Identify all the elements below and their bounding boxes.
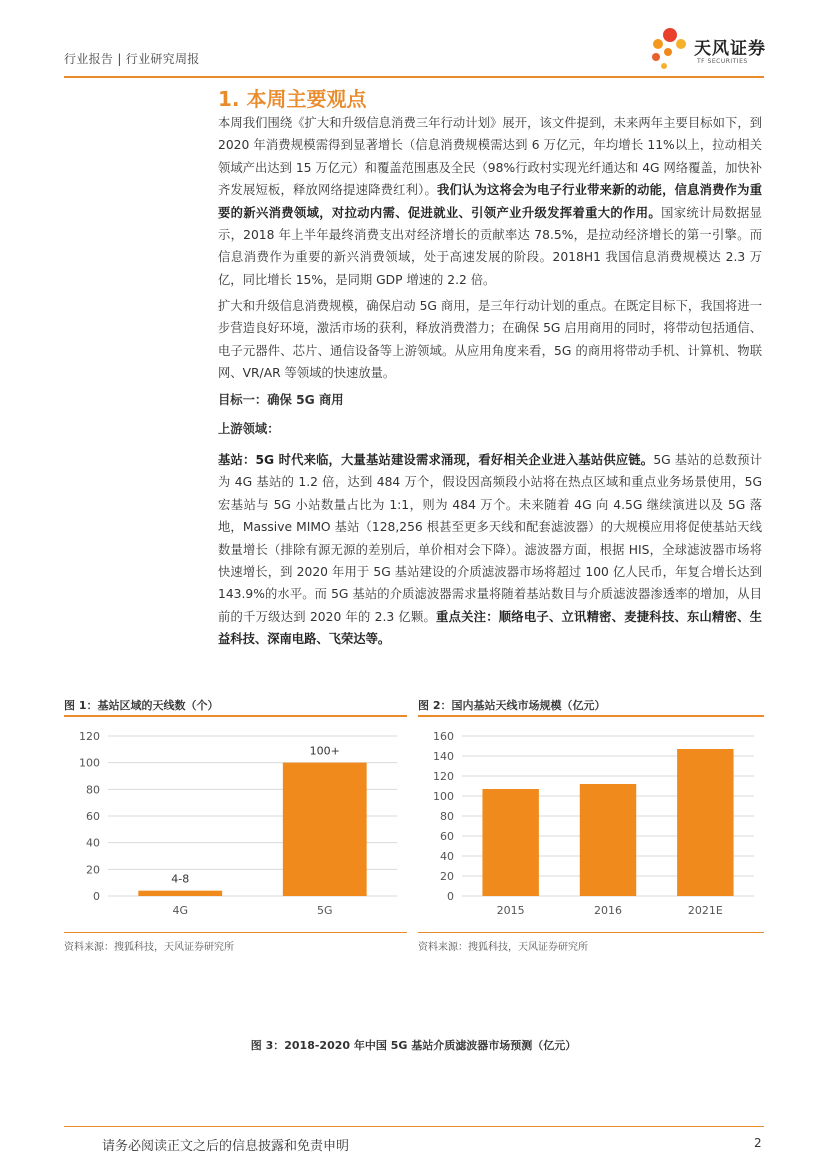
upstream-heading: 上游领域： xyxy=(218,422,280,436)
footer-disclaimer: 请务必阅读正文之后的信息披露和免责申明 xyxy=(102,1139,350,1154)
bar xyxy=(138,891,222,896)
y-tick-label: 20 xyxy=(86,863,100,877)
y-tick-label: 60 xyxy=(86,810,100,823)
footer-divider xyxy=(64,1126,764,1127)
figure1-source: 资料来源：搜狐科技，天风证券研究所 xyxy=(64,942,234,953)
paragraph-3-focus: 重点关注：顺络电子、立讯精密、麦捷科技、东山精密、生益科技、深南电路、飞荣达等。 xyxy=(218,609,762,647)
header-divider xyxy=(64,76,764,78)
y-tick-label: 100 xyxy=(433,790,454,803)
x-tick-label: 2015 xyxy=(496,904,525,917)
y-tick-label: 120 xyxy=(79,730,100,743)
paragraph-3 xyxy=(218,449,762,651)
paragraph-1-text-tail: 国家统计局数据显示，2018 年上半年最终消费支出对经济增长的贡献率达 78.5%，是拉动经济增长的第一引擎。而信息消费作为重要的新兴消费领域，处于高速发展的阶段。2018H1 我国信息消费规模达 2.3 万亿，同比增长 15%，是同期 GDP 增速的 2.2 倍。 xyxy=(218,205,762,287)
figure1-divider xyxy=(64,715,407,717)
bar xyxy=(482,789,538,896)
y-tick-label: 80 xyxy=(86,783,100,797)
brand-name-en: TF SECURITIES xyxy=(697,58,748,65)
y-tick-label: 40 xyxy=(86,836,100,850)
y-tick-label: 0 xyxy=(93,890,100,903)
bar xyxy=(677,749,733,896)
page-number: 2 xyxy=(754,1136,762,1150)
bar xyxy=(580,784,636,896)
y-tick-label: 80 xyxy=(440,810,454,823)
y-tick-label: 20 xyxy=(440,870,454,883)
figure1-title: 图 1：基站区域的天线数（个） xyxy=(64,699,219,712)
y-tick-label: 140 xyxy=(433,750,454,763)
bar xyxy=(283,763,367,896)
y-tick-label: 160 xyxy=(433,730,454,743)
x-tick-label: 5G xyxy=(316,904,333,917)
x-tick-label: 2016 xyxy=(594,904,622,917)
figure2-title: 图 2：国内基站天线市场规模（亿元） xyxy=(418,699,606,712)
paragraph-3-bold: 基站：5G 时代来临，大量基站建设需求涌现，看好相关企业进入基站供应链。 xyxy=(218,453,654,467)
paragraph-1-bold: 我们认为这将会为电子行业带来新的动能，信息消费作为重要的新兴消费领域，对拉动内需、促进就业、引领产业升级发挥着重大的作用。 xyxy=(218,183,762,220)
paragraph-2: 扩大和升级信息消费规模，确保启动 5G 商用，是三年行动计划的重点。在既定目标下，我国将进一步营造良好环境，激活市场的获利，释放消费潜力；在确保 5G 启用商用的同时，将带动包括通信、电子元器件、芯片、通信设备等上游领域。从应用角度来看，5G 的商用将带动手机、计算机、物联网、VR/AR 等领域的快速放量。 xyxy=(218,299,762,381)
x-tick-label: 4G xyxy=(172,904,189,917)
y-tick-label: 0 xyxy=(447,890,454,903)
figure2-bottom-divider xyxy=(418,932,764,933)
data-label: 4-8 xyxy=(171,872,190,886)
y-tick-label: 60 xyxy=(440,830,454,843)
data-label: 100+ xyxy=(309,744,340,758)
section-title: 1. 本周主要观点 xyxy=(218,87,367,111)
figure2-divider xyxy=(418,715,764,717)
paragraph-1 xyxy=(218,112,762,291)
y-tick-label: 100 xyxy=(79,756,100,770)
goal-heading: 目标一：确保 5G 商用 xyxy=(218,393,344,407)
y-tick-label: 120 xyxy=(433,770,454,783)
figure1-chart xyxy=(64,722,407,932)
x-tick-label: 2021E xyxy=(687,904,723,917)
figure1-bottom-divider xyxy=(64,932,407,933)
y-tick-label: 40 xyxy=(440,850,454,863)
brand-name: 天风证券 xyxy=(694,39,766,59)
report-breadcrumb: 行业报告 | 行业研究周报 xyxy=(64,52,200,66)
paragraph-1-text: 本周我们围绕《扩大和升级信息消费三年行动计划》展开，该文件提到，未来两年主要目标如下，到 2020 年消费规模需得到显著增长（信息消费规模需达到 6 万亿元，年均增长 11%以上，拉动相关领域产出达到 15 万亿元）和覆盖范围惠及全民（98%行政村实现光纤通达和 4G 网络覆盖，加快补齐发展短板，释放网络提速降费红利）。 xyxy=(218,116,762,198)
figure2-source: 资料来源：搜狐科技，天风证券研究所 xyxy=(418,942,588,953)
figure3-title: 图 3：2018-2020 年中国 5G 基站介质滤波器市场预测（亿元） xyxy=(250,1039,577,1052)
paragraph-3-text: 5G 基站的总数预计为 4G 基站的 1.2 倍，达到 484 万个，假设因高频段小站将在热点区域和重点业务场景使用，5G 宏基站与 5G 小站数量占比为 1:1，则为 484 万个。未来随着 4G 向 4.5G 继续演进以及 5G 落地，Massive MIMO 基站（128,256 根甚至更多天线和配套滤波器）的大规模应用将促使基站天线数量增长（排除有源无源的差别后，单价相对会下降）。滤波器方面，根据 HIS，全球滤波器市场将快速增长，到 2020 年用于 5G 基站建设的介质滤波器市场将超过 100 亿人民币，年复合增长达到 143.9%的水平。而 5G 基站的介质滤波器需求量将随着基站数目与介质滤波器渗透率的增加，从目前的千万级达到 2020 年的 2.3 亿颗。 xyxy=(218,453,763,624)
brand-logo-icon xyxy=(644,22,696,74)
figure2-chart xyxy=(418,722,764,932)
